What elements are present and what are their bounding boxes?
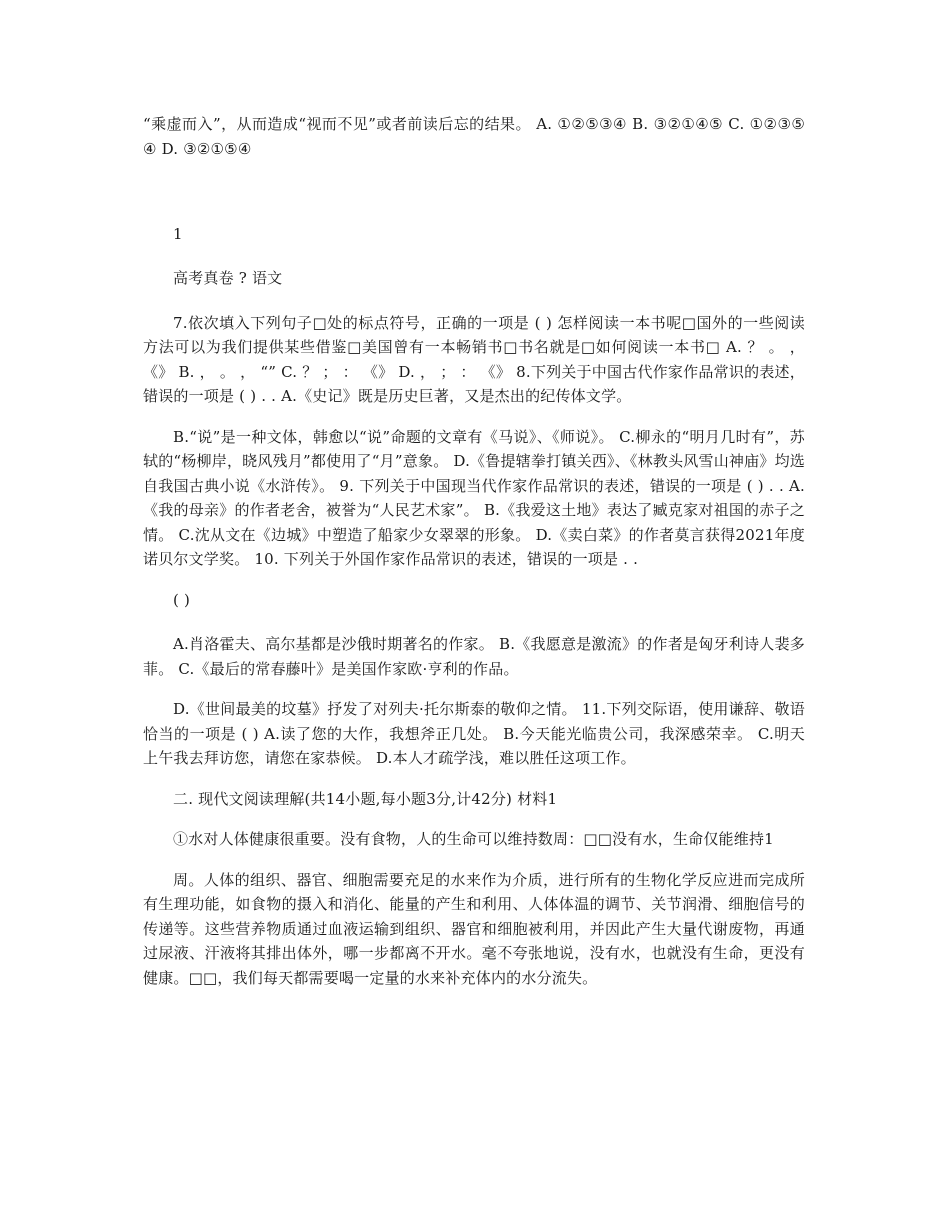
question-8-10: B.“说”是一种文体，韩愈以“说”命题的文章有《马说》、《师说》。 C.柳永的“明月几时有”，苏轼的“杨柳岸，晓风残月”都使用了“月”意象。 D.《鲁提辖拳打镇关西》、《林教头风雪山神庙》均选自我国古典小说《水浒传》。 9. 下列关于中国现当代作家作品常识的表述，错误的一项是 ( ) . . A.《我的母亲》的作者老舍，被誉为“人民艺术家”。 B.《我爱这土地》表达了臧克家对祖国的赤子之情。 C.沈从文在《边城》中塑造了船家少女翠翠的形象。 D.《卖白菜》的作者莫言获得2021年度诺贝尔文学奖。 10. 下列关于外国作家作品常识的表述，错误的一项是 . . xyxy=(143,427,805,568)
document-page xyxy=(143,112,805,1006)
question-10-bracket: ( ) xyxy=(173,590,191,609)
material-paragraph-1: ①水对人体健康很重要。没有食物，人的生命可以维持数周：□□没有水，生命仅能维持1 xyxy=(173,830,774,848)
paragraph-options-continuation: “乘虚而入”，从而造成“视而不见”或者前读后忘的结果。 A. ①②⑤③④ B. ③②①④⑤ C. ①②③⑤④ D. ③②①⑤④ xyxy=(143,115,805,158)
page-number: 1 xyxy=(173,224,183,243)
question-10-options: A.肖洛霍夫、高尔基都是沙俄时期著名的作家。 B.《我愿意是激流》的作者是匈牙利诗人裴多菲。 C.《最后的常春藤叶》是美国作家欧·亨利的作品。 xyxy=(143,635,805,678)
question-7-8: 7.依次填入下列句子□处的标点符号，正确的一项是 ( ) 怎样阅读一本书呢□国外的一些阅读方法可以为我们提供某些借鉴□美国曾有一本畅销书□书名就是□如何阅读一本书□ A. ？ 。 ， 《》 B. ， 。 ， “” C. ？ ； ： 《》 D. ， ； ： 《》 8.下列关于中国古代作家作品常识的表述，错误的一项是 ( ) . . A.《史记》既是历史巨著，又是杰出的纪传体文学。 xyxy=(143,313,805,405)
material-paragraph-1-continued: 周。人体的组织、器官、细胞需要充足的水来作为介质，进行所有的生物化学反应进而完成所有生理功能，如食物的摄入和消化、能量的产生和利用、人体体温的调节、关节润滑、细胞信号的传递等。这些营养物质通过血液运输到组织、器官和细胞被利用，并因此产生大量代谢废物，再通过尿液、汗液将其排出体外，哪一步都离不开水。毫不夸张地说，没有水，也就没有生命，更没有健康。□□，我们每天都需要喝一定量的水来补充体内的水分流失。 xyxy=(143,870,805,987)
paragraph-blank xyxy=(143,177,805,202)
running-header: 高考真卷 ? 语文 xyxy=(173,269,283,287)
question-10-11: D.《世间最美的坟墓》抒发了对列夫·托尔斯泰的敬仰之情。 11.下列交际语，使用谦辞、敬语恰当的一项是 ( ) A.读了您的大作，我想斧正几处。 B.今天能光临贵公司，我深感荣幸。 C.明天上午我去拜访您，请您在家恭候。 D.本人才疏学浅，难以胜任这项工作。 xyxy=(143,700,805,767)
section-heading-reading: 二. 现代文阅读理解(共14小题,每小题3分,计42分) 材料1 xyxy=(173,789,558,808)
